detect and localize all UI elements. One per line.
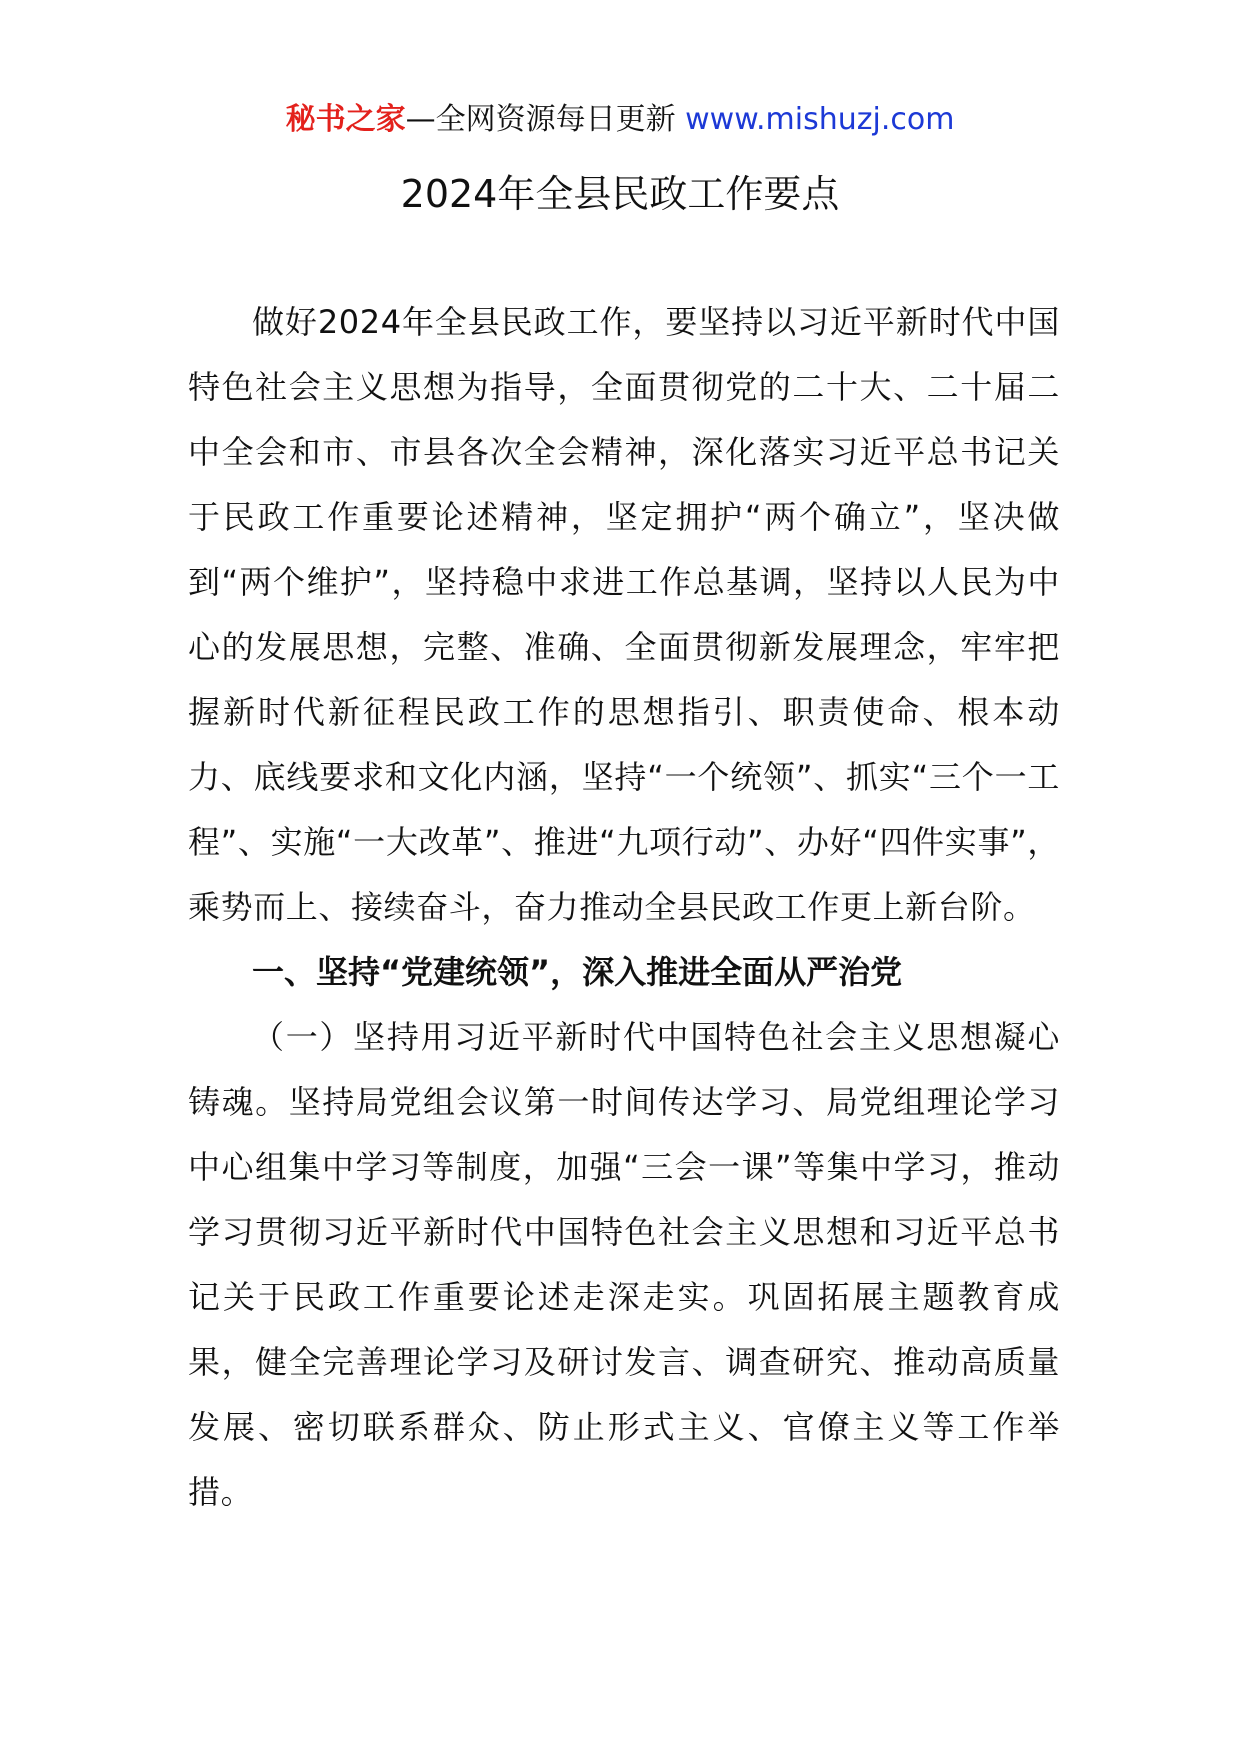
site-url[interactable]: www.mishuzj.com — [685, 102, 955, 137]
site-name: 秘书之家 — [285, 102, 406, 137]
site-slogan: —全网资源每日更新 — [405, 102, 686, 137]
document-body — [188, 290, 1060, 1525]
site-header — [0, 98, 1240, 142]
document-title: 2024年全县民政工作要点 — [400, 172, 840, 216]
section-heading-1: 一、坚持“党建统领”，深入推进全面从严治党 — [252, 953, 903, 991]
intro-paragraph: 做好2024年全县民政工作，要坚持以习近平新时代中国特色社会主义思想为指导，全面贯彻党的二十大、二十届二中全会和市、市县各次全会精神，深化落实习近平总书记关于民政工作重要论述精神，坚定拥护“两个确立”，坚决做到“两个维护”，坚持稳中求进工作总基调，坚持以人民为中心的发展思想，完整、准确、全面贯彻新发展理念，牢牢把握新时代新征程民政工作的思想指引、职责使命、根本动力、底线要求和文化内涵，坚持“一个统领”、抓实“三个一工程”、实施“一大改革”、推进“九项行动”、办好“四件实事”，乘势而上、接续奋斗，奋力推动全县民政工作更上新台阶。 — [188, 303, 1060, 926]
section-1-paragraph: （一）坚持用习近平新时代中国特色社会主义思想凝心铸魂。坚持局党组会议第一时间传达学习、局党组理论学习中心组集中学习等制度，加强“三会一课”等集中学习，推动学习贯彻习近平新时代中国特色社会主义思想和习近平总书记关于民政工作重要论述走深走实。巩固拓展主题教育成果，健全完善理论学习及研讨发言、调查研究、推动高质量发展、密切联系群众、防止形式主义、官僚主义等工作举措。 — [188, 1018, 1060, 1511]
